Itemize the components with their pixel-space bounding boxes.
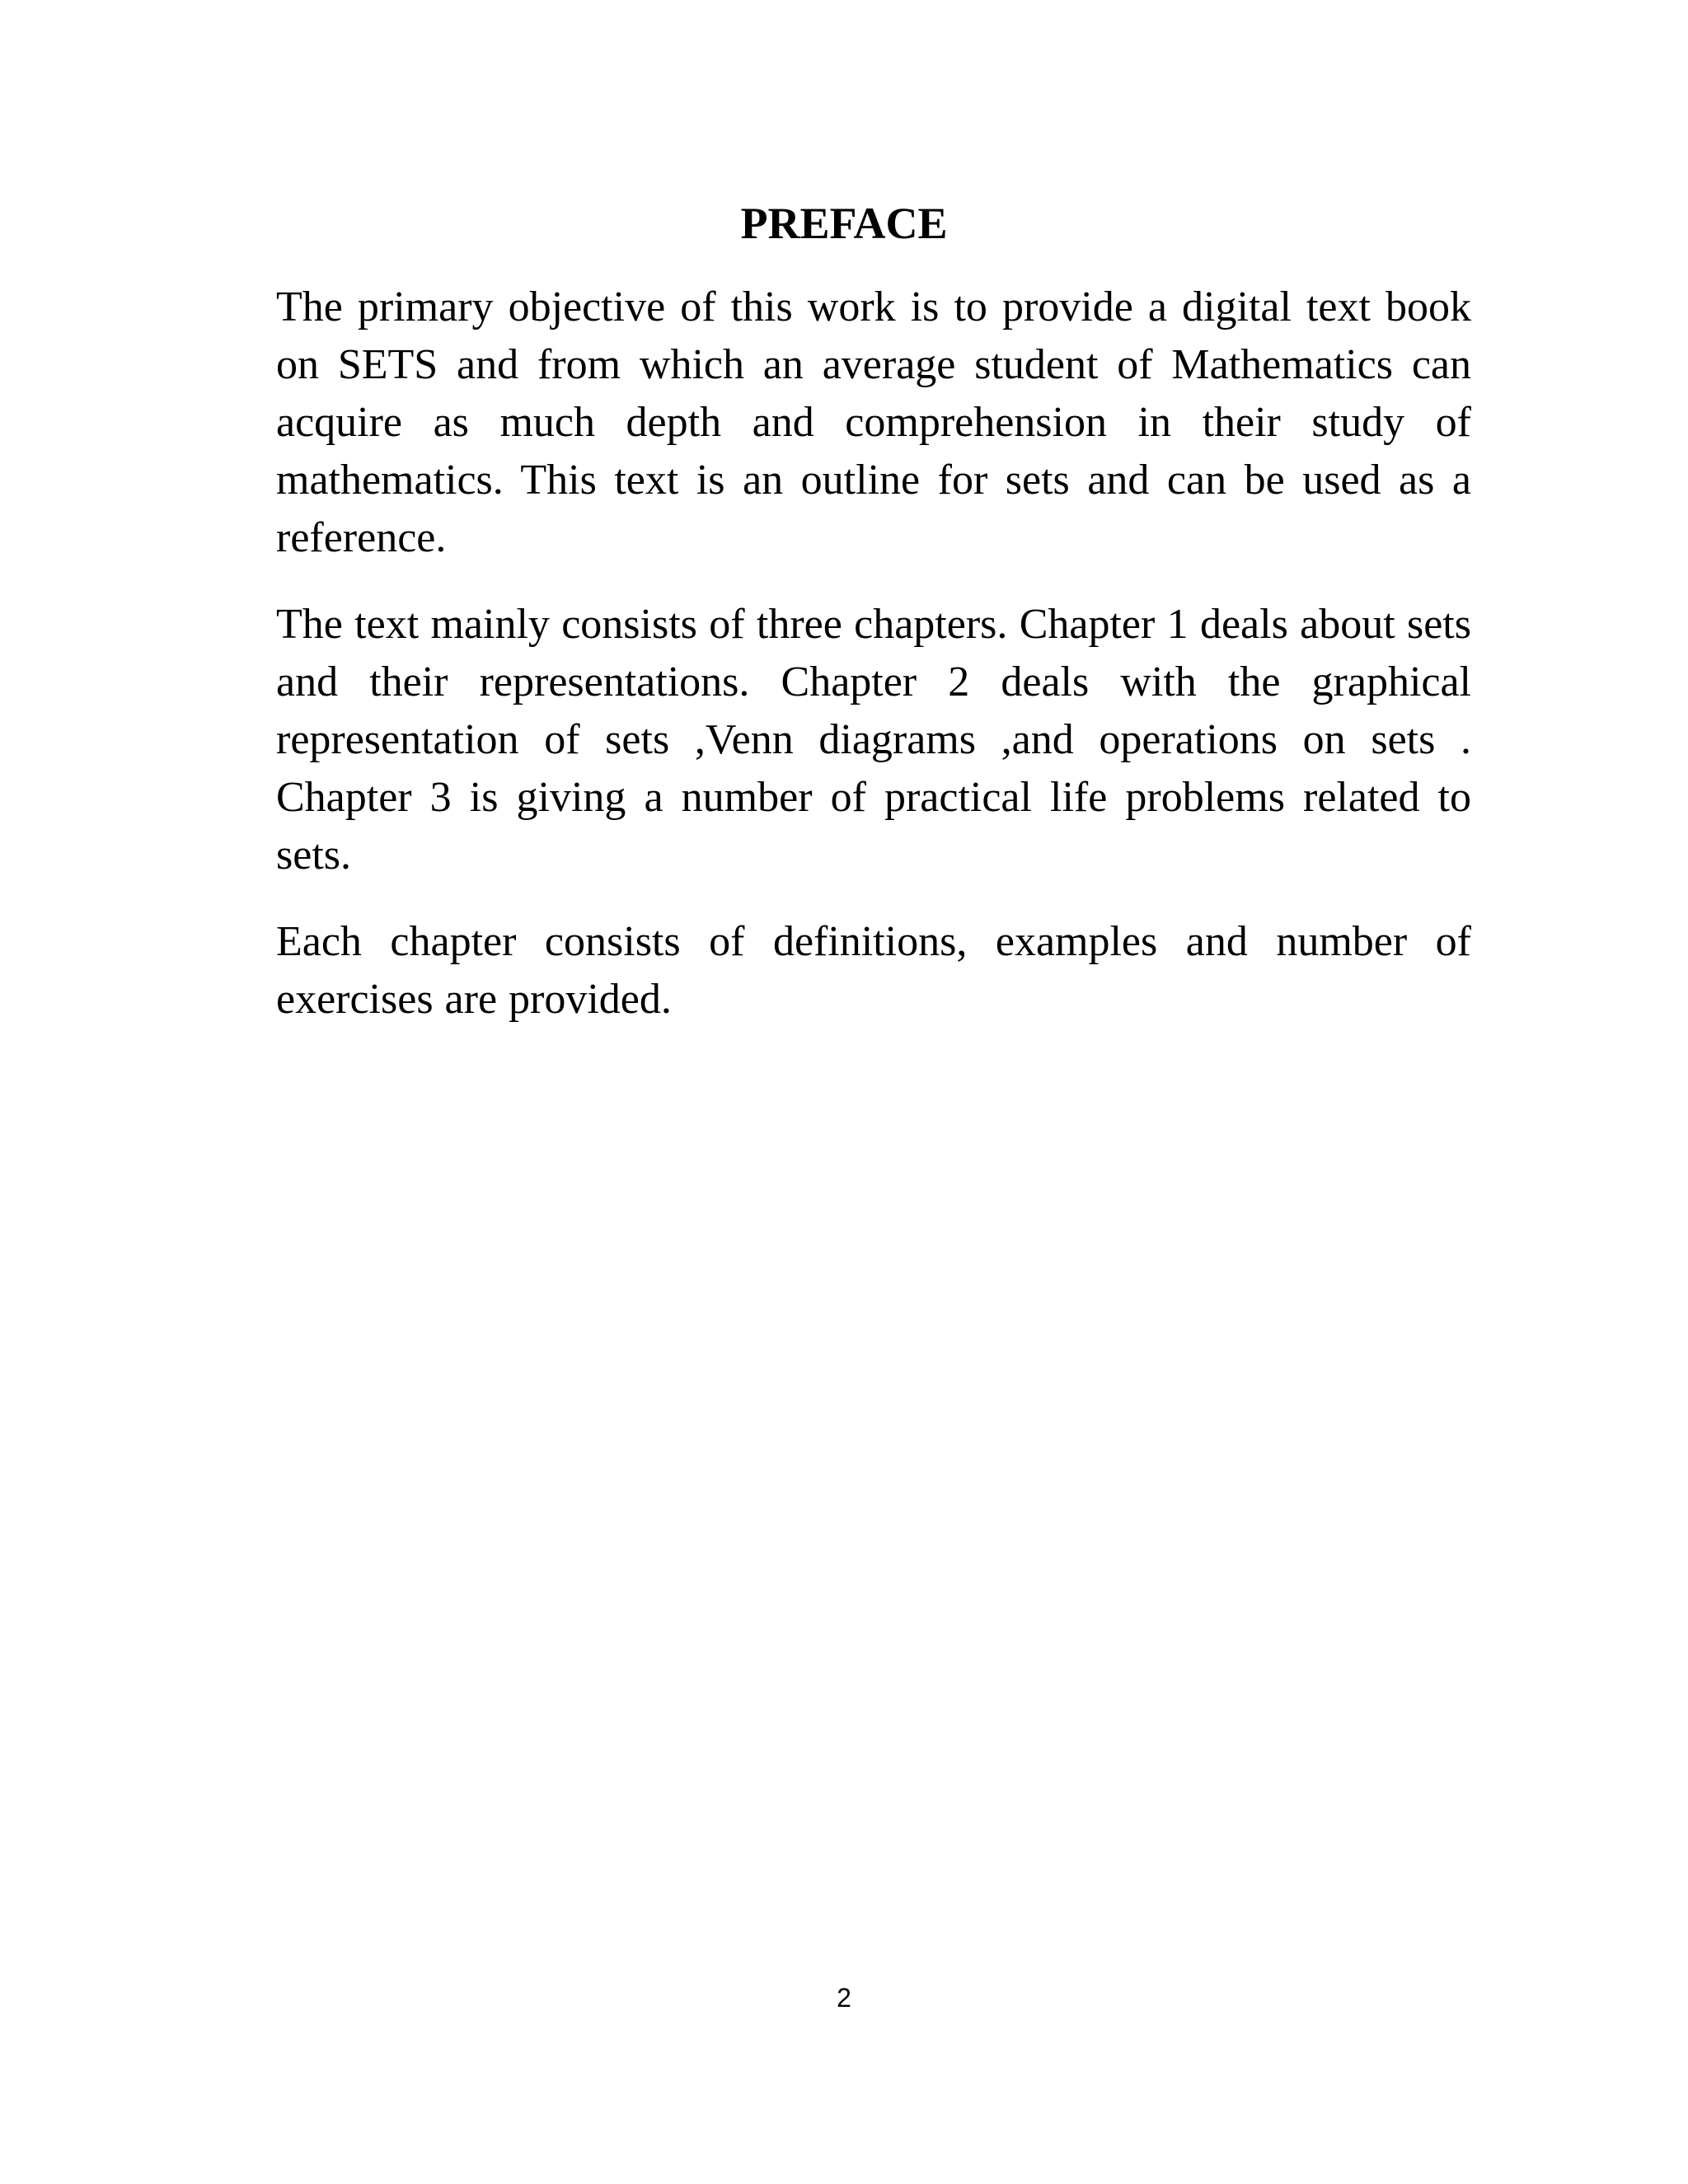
- preface-body: [276, 279, 1471, 1057]
- page-number: 2: [837, 1983, 851, 2013]
- paragraph-objective: The primary objective of this work is to provide a digital text book on SETS and from which an average student of Mathematics can acquire as much depth and comprehension in their study of mathematics. This text is an outline for sets and can be used as a reference.: [276, 284, 1471, 561]
- page-title: PREFACE: [740, 199, 948, 248]
- paragraph-chapters: The text mainly consists of three chapters. Chapter 1 deals about sets and their representations. Chapter 2 deals with the graphical representation of sets ,Venn diagrams ,and operations on sets . Chapter 3 is giving a number of practical life problems related to sets.: [276, 601, 1471, 879]
- paragraph-exercises: Each chapter consists of definitions, examples and number of exercises are provided.: [276, 918, 1471, 1023]
